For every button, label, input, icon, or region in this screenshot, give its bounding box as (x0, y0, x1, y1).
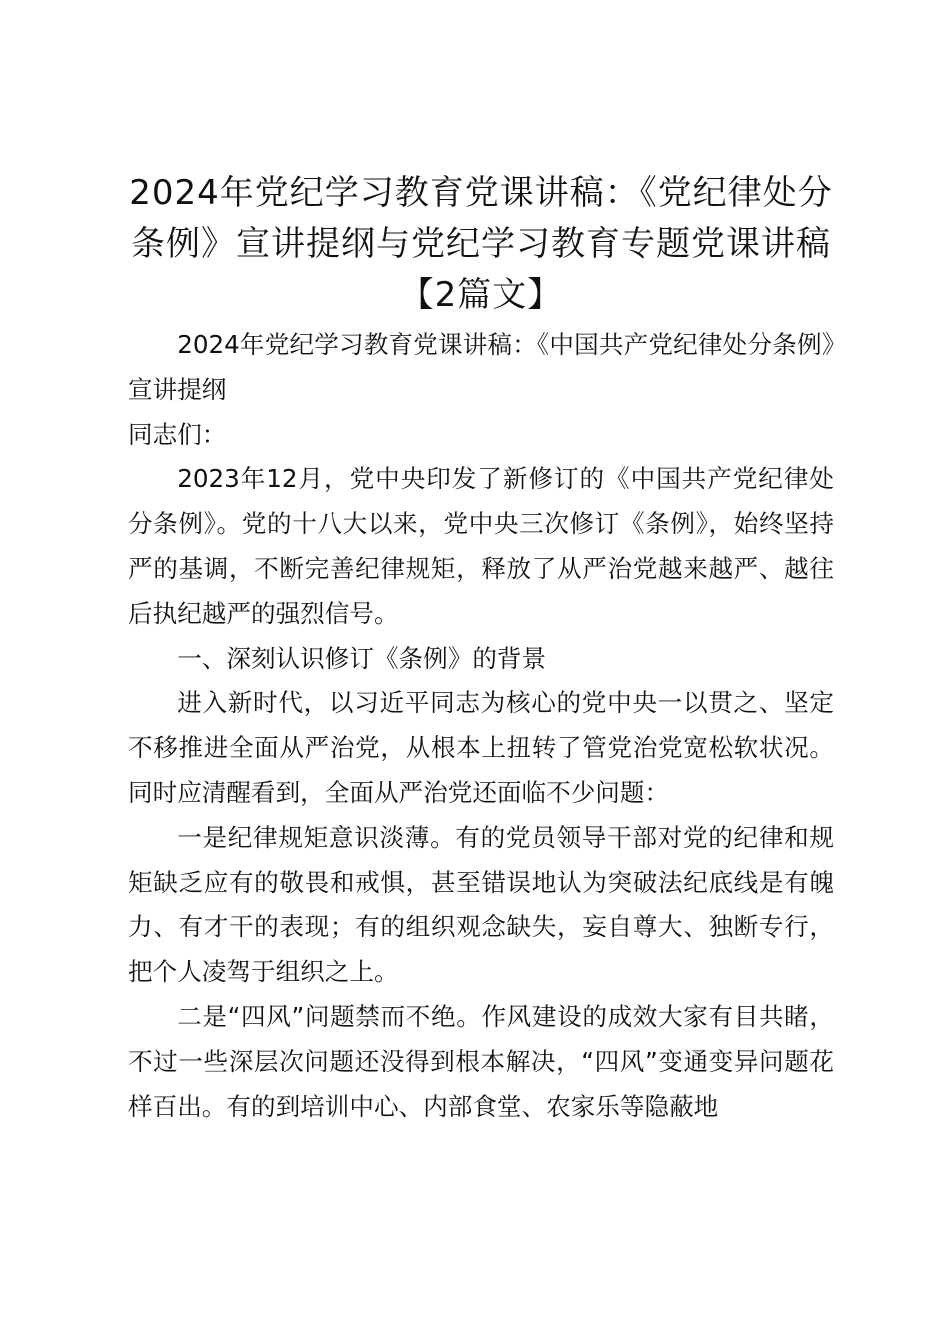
body-paragraph: 进入新时代，以习近平同志为核心的党中央一以贯之、坚定不移推进全面从严治党，从根本上扭转了管党治党宽松软状况。同时应清醒看到，全面从严治党还面临不少问题： (128, 688, 834, 807)
body-paragraph: 二是“四风”问题禁而不绝。作风建设的成效大家有目共睹，不过一些深层次问题还没得到根本解决，“四风”变通变异问题花样百出。有的到培训中心、内部食堂、农家乐等隐蔽地 (128, 1001, 834, 1121)
document-title: 2024年党纪学习教育党课讲稿：《党纪律处分条例》宣讲提纲与党纪学习教育专题党课讲稿【2篇文】 (129, 173, 833, 315)
body-paragraph: 2023年12月，党中央印发了新修订的《中国共产党纪律处分条例》。党的十八大以来，党中央三次修订《条例》，始终坚持严的基调，不断完善纪律规矩，释放了从严治党越来越严、越往后执纪越严的强烈信号。 (128, 464, 834, 628)
salutation: 同志们： (128, 419, 227, 449)
section-heading: 一、深刻认识修订《条例》的背景 (177, 643, 547, 673)
body-paragraph: 一是纪律规矩意识淡薄。有的党员领导干部对党的纪律和规矩缺乏应有的敬畏和戒惧，甚至错误地认为突破法纪底线是有魄力、有才干的表现；有的组织观念缺失，妄自尊大、独断专行，把个人凌驾于组织之上。 (128, 822, 834, 987)
subtitle-paragraph: 2024年党纪学习教育党课讲稿：《中国共产党纪律处分条例》宣讲提纲 (128, 330, 834, 404)
document-page (128, 168, 834, 1129)
